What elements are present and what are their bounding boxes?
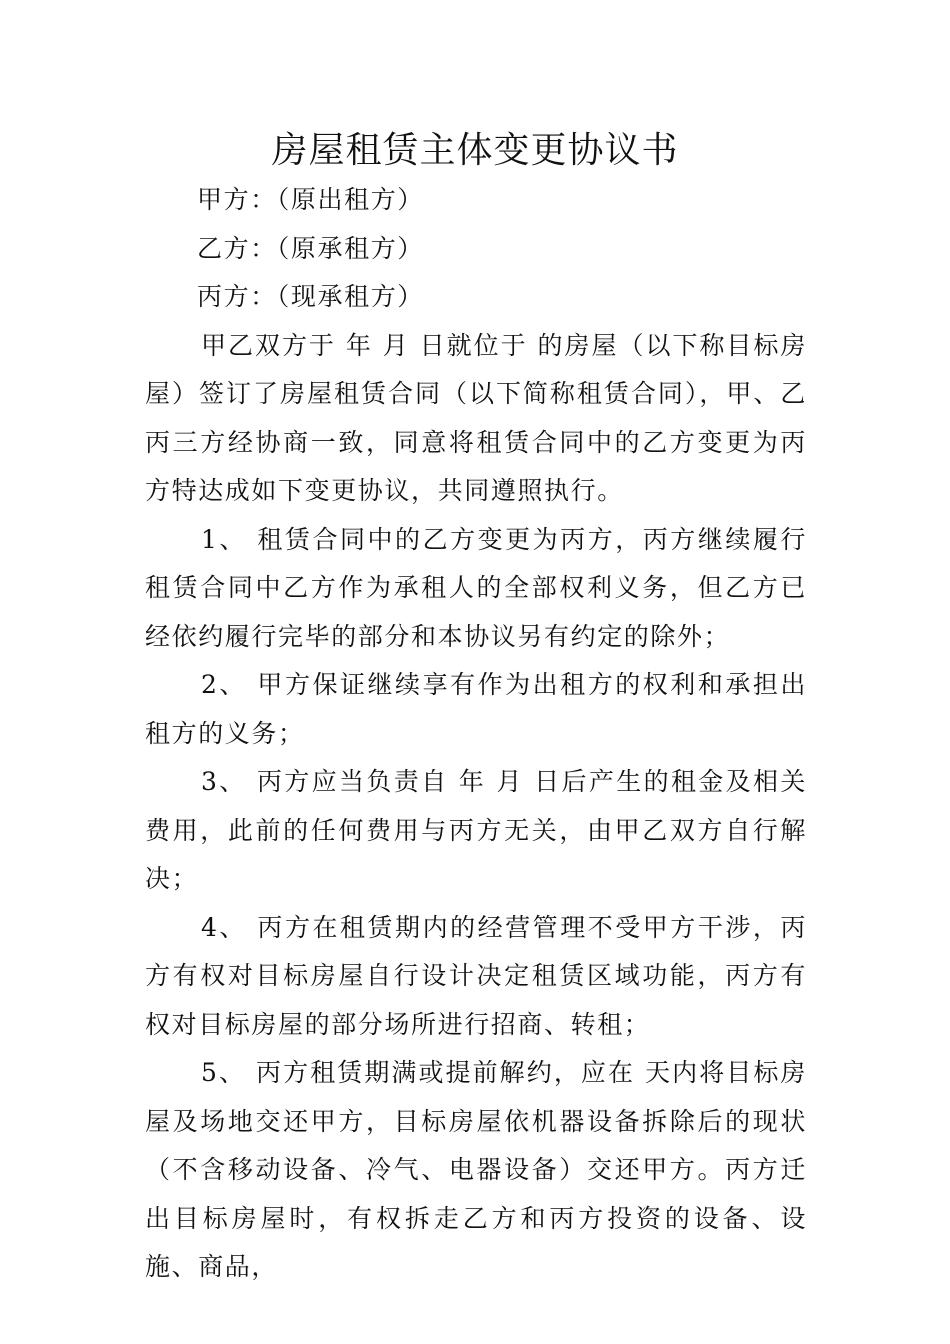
intro-paragraph: 甲乙双方于 年 月 日就位于 的房屋（以下称目标房屋）签订了房屋租赁合同（以下简称租赁合同），甲、乙丙三方经协商一致，同意将租赁合同中的乙方变更为丙方特达成如下变更协议，共同遵照执行。: [145, 330, 807, 505]
party-b-line: 乙方：（原承租方）: [197, 233, 424, 263]
party-c-line: 丙方：（现承租方）: [197, 282, 424, 311]
party-a-line: 甲方：（原出租方）: [197, 185, 424, 214]
clause-1: 1、 租赁合同中的乙方变更为丙方，丙方继续履行租赁合同中乙方作为承租人的全部权利义务，但乙方已经依约履行完毕的部分和本协议另有约定的除外；: [145, 524, 807, 651]
clause-2: 2、 甲方保证继续享有作为出租方的权利和承担出租方的义务；: [145, 670, 807, 748]
clause-5: 5、 丙方租赁期满或提前解约，应在 天内将目标房屋及场地交还甲方，目标房屋依机器设备拆除后的现状（不含移动设备、冷气、电器设备）交还甲方。丙方迁出目标房屋时，有权拆走乙方和丙方投资的设备、设施、商品，: [145, 1058, 807, 1281]
document-body: [145, 176, 807, 1292]
clause-4: 4、 丙方在租赁期内的经营管理不受甲方干涉，丙方有权对目标房屋自行设计决定租赁区域功能，丙方有权对目标房屋的部分场所进行招商、转租；: [145, 912, 807, 1039]
clause-3: 3、 丙方应当负责自 年 月 日后产生的租金及相关费用，此前的任何费用与丙方无关，由甲乙双方自行解决；: [145, 767, 807, 893]
document-title: 房屋租赁主体变更协议书: [271, 130, 679, 171]
